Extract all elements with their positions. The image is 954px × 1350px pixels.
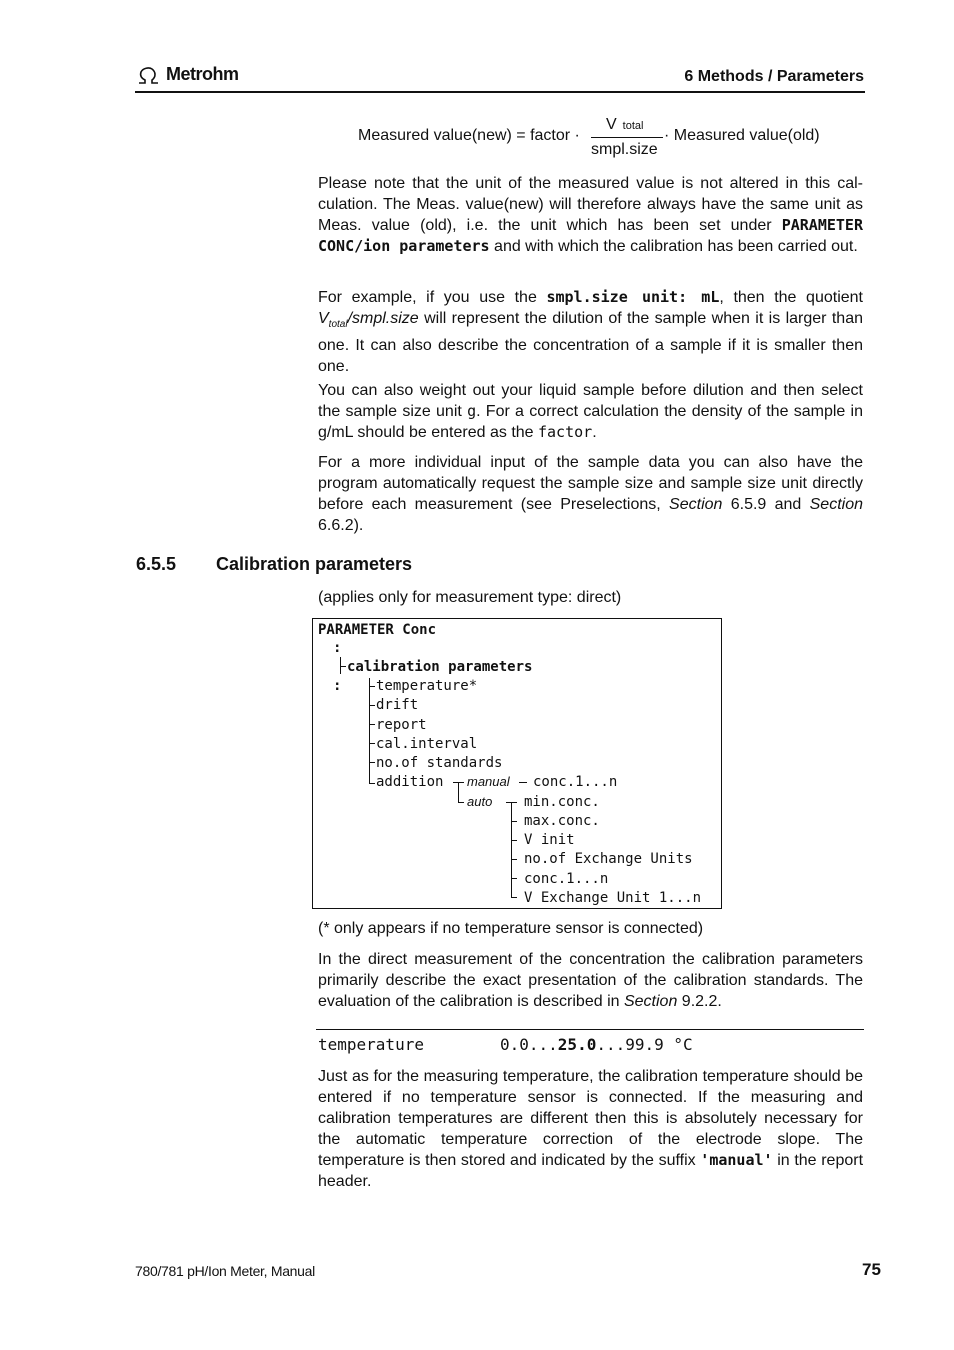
p4-text-2: 6.5.9 and — [722, 496, 810, 513]
formula-numerator-sub: total — [622, 120, 644, 132]
p6-text-2: in the report header. — [318, 1152, 864, 1190]
formula-numerator — [606, 116, 643, 134]
tree-line — [340, 666, 346, 667]
section-title: Calibration parameters — [216, 554, 413, 574]
p2-text-1: For example, if you use the — [318, 289, 547, 306]
section-number: 6.5.5 — [136, 554, 177, 574]
tree-line — [511, 802, 512, 898]
menu-dots-side: : — [333, 678, 342, 694]
auto-item-min-conc: min.conc. — [524, 794, 600, 810]
param-range — [500, 1035, 693, 1054]
auto-item-v-init: V init — [524, 832, 575, 848]
tree-line — [511, 878, 517, 879]
p5-section: Section — [623, 993, 678, 1010]
formula — [358, 116, 838, 162]
tree-line — [458, 782, 459, 803]
menu-item-temperature: temperature* — [376, 678, 478, 694]
fraction-bar — [591, 137, 663, 138]
paragraph-direct-measurement — [318, 949, 863, 1012]
p4-section-2: Section — [809, 496, 863, 513]
footnote: (* only appears if no temperature sensor is connected) — [318, 920, 704, 937]
tree-line — [369, 724, 375, 725]
p3-text-1: You can also weight out your liquid sample before dilution and then select the sample size unit — [318, 382, 863, 420]
formula-numerator-v: V — [606, 116, 617, 133]
tree-line — [369, 686, 375, 687]
formula-denominator: smpl.size — [591, 141, 658, 158]
applies-note: (applies only for measurement type: direct) — [318, 589, 622, 606]
param-name: temperature — [318, 1035, 424, 1054]
p2-v: V — [318, 310, 329, 327]
p1-text-1: Please note that the unit of the measured value is not altered in this calculation. The Meas. value(new) will therefore always have the same unit as Meas. value (old), i.e. the unit which has been set under — [318, 175, 863, 234]
p1-text-2: and with which the calibration has been carried out. — [489, 238, 858, 255]
menu-dots-top: : — [333, 640, 342, 656]
tree-line — [369, 705, 375, 706]
omega-icon — [136, 66, 162, 84]
p2-text-3: will represent the dilution of the sample when it is larger than one. It can also describe the concentration of a sample if it is smaller then one. — [318, 310, 863, 376]
param-range-min: 0.0... — [500, 1035, 558, 1054]
tree-line — [511, 897, 517, 898]
tree-line — [511, 821, 517, 822]
p4-section-1: Section — [669, 496, 723, 513]
menu-item-drift: drift — [376, 697, 419, 713]
tree-line — [519, 782, 527, 783]
auto-item-v-exchange-unit: V Exchange Unit 1...n — [524, 890, 702, 906]
metrohm-logo — [136, 64, 239, 85]
p3-code-2: factor — [538, 423, 593, 441]
paragraph-example — [318, 287, 863, 377]
auto-item-max-conc: max.conc. — [524, 813, 600, 829]
tree-line — [369, 678, 370, 784]
p2-slash: /smpl.size — [347, 310, 419, 327]
p2-text-2: , then the quotient — [719, 289, 863, 306]
header-rule — [135, 91, 865, 93]
tree-line — [511, 840, 517, 841]
addition-manual-label: manual — [467, 774, 510, 789]
tree-line — [369, 743, 375, 744]
running-head: 6 Methods / Parameters — [684, 68, 864, 85]
tree-line — [458, 802, 464, 803]
menu-tree-box — [312, 618, 722, 909]
p5-text-2: 9.2.2. — [677, 993, 722, 1010]
p4-text-3: 6.6.2). — [318, 517, 364, 534]
p6-text-1: Just as for the measuring temperature, the calibration temperature should be entered if no temperature sensor is connected. If the measuring and calibration temperatures are different then this is absolutely necessary for the automatic temperature correction of the electrode slope. The temperature is then stored and indicated by the suffix — [318, 1068, 863, 1169]
p3-text-2: . For a correct calculation the density of the sample in g/mL should be entered as the — [318, 403, 863, 441]
addition-auto-label: auto — [467, 794, 493, 809]
p3-code-1: g — [467, 402, 477, 420]
tree-line — [369, 762, 375, 763]
footer-manual-title: 780/781 pH/Ion Meter, Manual — [135, 1263, 315, 1279]
logo-text: Metrohm — [166, 64, 239, 84]
menu-item-addition: addition — [376, 774, 444, 790]
formula-rhs: · Measured value(old) — [664, 127, 820, 144]
p5-text-1: In the direct measurement of the concentration the calibration parameters primarily describe the exact presentation of the calibration standards. The evaluation of the calibration is described in — [318, 951, 863, 1010]
tree-line — [511, 859, 517, 860]
param-range-default: 25.0 — [557, 1035, 597, 1054]
p1-code: PARAMETER CONC/ion parameters — [318, 216, 863, 255]
p4-text-1: For a more individual input of the sample data you can also have the program automatically request the sample size and sample size unit directly before each measurement (see Preselections, — [318, 454, 863, 513]
paragraph-individual — [318, 452, 863, 536]
tree-line — [369, 783, 375, 784]
menu-group: calibration parameters — [347, 659, 533, 675]
menu-item-report: report — [376, 717, 427, 733]
p2-v-sub: total — [328, 319, 348, 331]
p3-text-3: . — [592, 424, 597, 441]
menu-item-no-of-standards: no.of standards — [376, 755, 503, 771]
auto-item-no-of-exchange-units: no.of Exchange Units — [524, 851, 693, 867]
param-range-max: ...99.9 °C — [596, 1035, 693, 1054]
paragraph-weight — [318, 380, 863, 443]
menu-root: PARAMETER Conc — [318, 622, 437, 638]
manual-item-conc: conc.1...n — [533, 774, 618, 790]
paragraph-temperature — [318, 1066, 863, 1192]
auto-item-conc: conc.1...n — [524, 871, 609, 887]
page-number: 75 — [862, 1260, 881, 1279]
parameter-rule — [316, 1029, 864, 1030]
formula-lhs: Measured value(new) = factor · — [358, 127, 580, 144]
paragraph-unit-note — [318, 173, 863, 257]
p6-code: 'manual' — [700, 1151, 773, 1169]
p2-code: smpl.size unit: mL — [546, 288, 720, 306]
menu-item-cal-interval: cal.interval — [376, 736, 478, 752]
